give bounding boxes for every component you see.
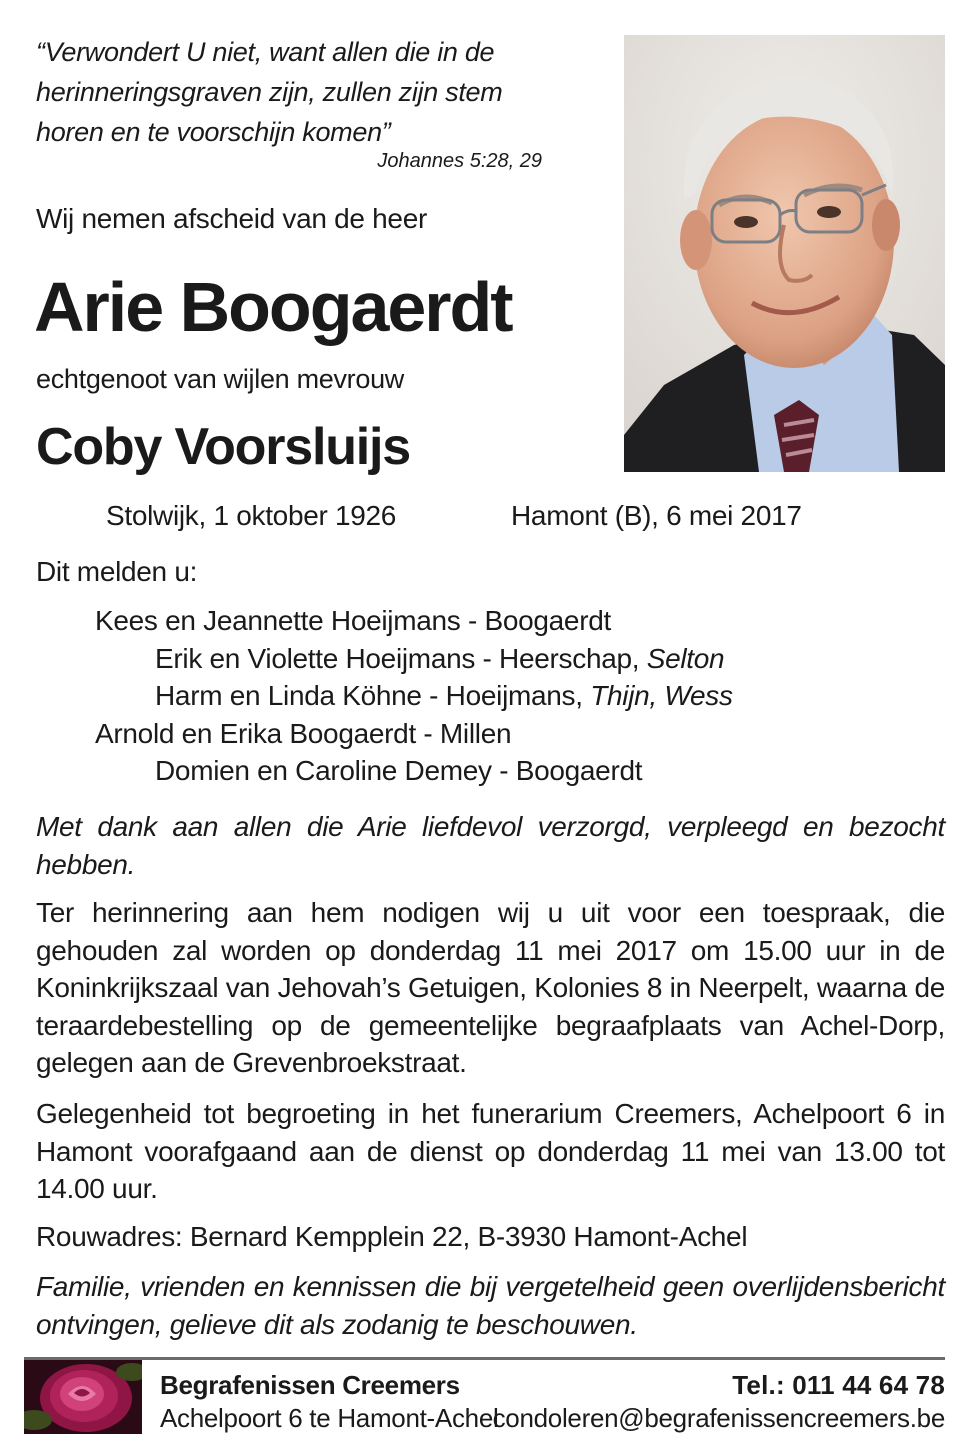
family-list bbox=[0, 602, 980, 790]
spouse-intro: echtgenoot van wijlen mevrouw bbox=[36, 364, 405, 394]
family-entry bbox=[0, 602, 980, 640]
bible-reference: Johannes 5:28, 29 bbox=[377, 150, 542, 172]
deceased-name: Arie Boogaerdt bbox=[34, 268, 512, 346]
speech-paragraph: Ter herinnering aan hem nodigen wij u uit voor een toespraak, die gehouden zal worden op donderdag 11 mei 2017 om 15.00 uur in de Koninkrijkszaal van Jehovah’s Getuigen, Kolonies 8 in Neerpelt, waarna de teraardebestelling op de gemeentelijke begraafplaats van Achel-Dorp, gelegen aan de Grevenbroekstraat. bbox=[36, 897, 945, 1078]
spouse-name: Coby Voorsluijs bbox=[36, 418, 410, 476]
announce-label: Dit melden u: bbox=[36, 556, 198, 587]
bible-quote: “Verwondert U niet, want allen die in de herinneringsgraven zijn, zullen zijn stem horen en te voorschijn komen” bbox=[36, 37, 503, 147]
family-names: Arnold en Erika Boogaerdt - Millen bbox=[95, 717, 512, 749]
family-names: Erik en Violette Hoeijmans - Heerschap, bbox=[155, 642, 647, 674]
portrait-illustration bbox=[624, 35, 945, 472]
grandchildren: Selton bbox=[646, 642, 725, 674]
funeral-home-address: Achelpoort 6 te Hamont-Achel bbox=[160, 1403, 499, 1433]
family-entry bbox=[0, 752, 980, 790]
birth-info: Stolwijk, 1 oktober 1926 bbox=[106, 500, 397, 531]
family-entry bbox=[0, 715, 980, 753]
family-notice: Familie, vrienden en kennissen die bij vergetelheid geen overlijdensbericht ontvingen, gelieve dit als zodanig te beschouwen. bbox=[36, 1271, 945, 1340]
visitation-paragraph: Gelegenheid tot begroeting in het funerarium Creemers, Achelpoort 6 in Hamont voorafgaand aan de dienst op donderdag 11 mei van 13.00 tot 14.00 uur. bbox=[36, 1098, 945, 1204]
family-names: Kees en Jeannette Hoeijmans - Boogaerdt bbox=[95, 605, 611, 636]
family-entry bbox=[0, 677, 980, 715]
funeral-home-name: Begrafenissen Creemers bbox=[160, 1370, 460, 1400]
death-info: Hamont (B), 6 mei 2017 bbox=[511, 500, 802, 531]
mourning-address: Rouwadres: Bernard Kempplein 22, B-3930 Hamont-Achel bbox=[36, 1221, 748, 1252]
rose-illustration bbox=[24, 1360, 142, 1434]
grandchildren: Thijn, Wess bbox=[590, 680, 733, 711]
family-entry bbox=[0, 640, 980, 678]
funeral-home-phone[interactable]: Tel.: 011 44 64 78 bbox=[732, 1370, 945, 1400]
family-names: Harm en Linda Köhne - Hoeijmans, bbox=[155, 680, 591, 711]
footer-divider bbox=[24, 1357, 945, 1360]
farewell-intro: Wij nemen afscheid van de heer bbox=[36, 203, 427, 234]
portrait-photo bbox=[624, 35, 945, 472]
family-names: Domien en Caroline Demey - Boogaerdt bbox=[155, 755, 643, 786]
rose-icon bbox=[24, 1360, 142, 1434]
thanks-paragraph: Met dank aan allen die Arie liefdevol verzorgd, verpleegd en bezocht hebben. bbox=[36, 811, 945, 880]
funeral-home-email[interactable]: condoleren@begrafenissencreemers.be bbox=[492, 1403, 945, 1433]
